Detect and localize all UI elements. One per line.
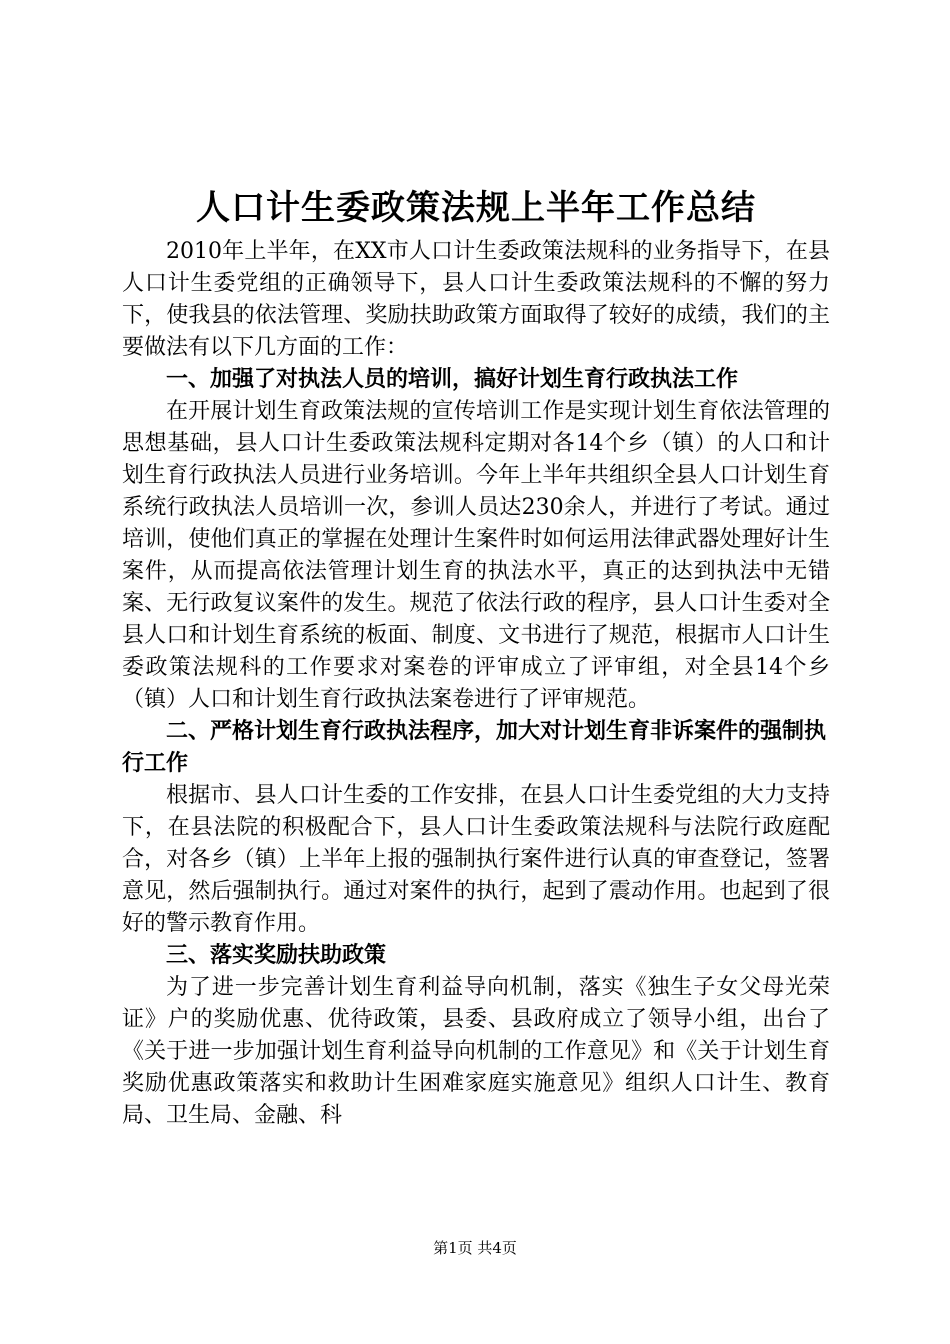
document-page bbox=[122, 180, 830, 1132]
section-1-body: 在开展计划生育政策法规的宣传培训工作是实现计划生育依法管理的思想基础，县人口计生委政策法规科定期对各14个乡（镇）的人口和计划生育行政执法人员进行业务培训。今年上半年共组织全县人口计划生育系统行政执法人员培训一次，参训人员达230余人，并进行了考试。通过培训，使他们真正的掌握在处理计生案件时如何运用法律武器处理好计生案件，从而提高依法管理计划生育的执法水平，真正的达到执法中无错案、无行政复议案件的发生。规范了依法行政的程序，县人口计生委对全县人口和计划生育系统的板面、制度、文书进行了规范，根据市人口计生委政策法规科的工作要求对案卷的评审成立了评审组，对全县14个乡（镇）人口和计划生育行政执法案卷进行了评审规范。 bbox=[122, 399, 830, 712]
section-2-body: 根据市、县人口计生委的工作安排，在县人口计生委党组的大力支持下，在县法院的积极配合下，县人口计生委政策法规科与法院行政庭配合，对各乡（镇）上半年上报的强制执行案件进行认真的审查登记，签署意见，然后强制执行。通过对案件的执行，起到了震动作用。也起到了很好的警示教育作用。 bbox=[122, 783, 830, 936]
section-1-heading: 一、加强了对执法人员的培训，搞好计划生育行政执法工作 bbox=[166, 367, 739, 392]
document-title: 人口计生委政策法规上半年工作总结 bbox=[196, 188, 756, 228]
section-2-heading: 二、严格计划生育行政执法程序，加大对计划生育非诉案件的强制执行工作 bbox=[122, 719, 827, 776]
section-3-body: 为了进一步完善计划生育利益导向机制，落实《独生子女父母光荣证》户的奖励优惠、优待政策，县委、县政府成立了领导小组，出台了《关于进一步加强计划生育利益导向机制的工作意见》和《关于计划生育奖励优惠政策落实和救助计生困难家庭实施意见》组织人口计生、教育局、卫生局、金融、科 bbox=[122, 975, 830, 1128]
page-footer: 第1页 共4页 bbox=[433, 1239, 517, 1257]
intro-paragraph: 2010年上半年，在XX市人口计生委政策法规科的业务指导下，在县人口计生委党组的正确领导下，县人口计生委政策法规科的不懈的努力下，使我县的依法管理、奖励扶助政策方面取得了较好的成绩，我们的主要做法有以下几方面的工作： bbox=[122, 239, 830, 360]
section-3-heading: 三、落实奖励扶助政策 bbox=[166, 943, 387, 968]
